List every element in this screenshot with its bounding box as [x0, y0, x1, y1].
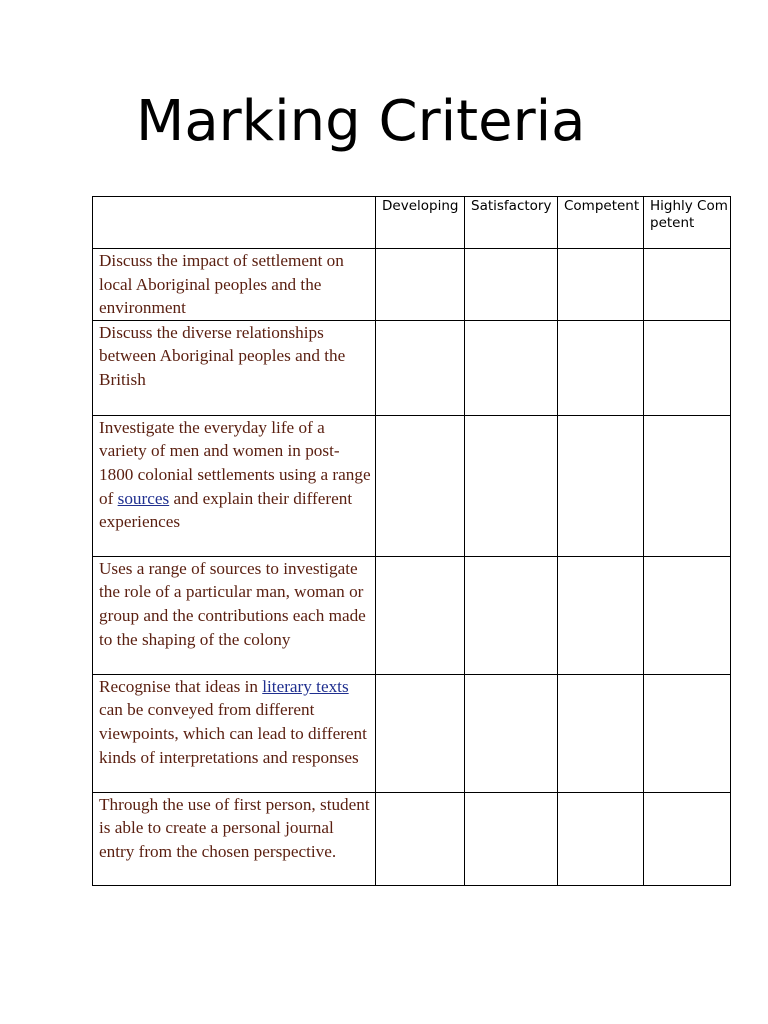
rating-cell-satisfactory: [465, 415, 558, 556]
column-header-highly-competent: Highly Competent: [644, 197, 731, 249]
criterion-cell: [93, 249, 376, 321]
criterion-text: Investigate the everyday life of a variety of men and women in post-1800 colonial settlements using a range of: [99, 417, 371, 508]
rating-cell-satisfactory: [465, 249, 558, 321]
rating-cell-highly-competent: [644, 556, 731, 674]
rating-cell-developing: [376, 792, 465, 885]
rating-cell-satisfactory: [465, 320, 558, 415]
criterion-text: Through the use of first person, student is able to create a personal journal entry from the chosen perspective.: [99, 794, 370, 861]
rating-cell-developing: [376, 556, 465, 674]
criterion-cell: [93, 415, 376, 556]
table-row: [93, 415, 731, 556]
criterion-cell: [93, 792, 376, 885]
criterion-text: Uses a range of sources to investigate the role of a particular man, woman or group and the contributions each made to the shaping of the colony: [99, 558, 366, 649]
rating-cell-highly-competent: [644, 415, 731, 556]
criterion-text: can be conveyed from different viewpoints, which can lead to different kinds of interpretations and responses: [99, 700, 367, 767]
rating-cell-competent: [558, 674, 644, 792]
criterion-text: and explain their different experiences: [99, 488, 353, 532]
criterion-text: Discuss the impact of settlement on local Aboriginal peoples and the environment: [99, 251, 344, 318]
criterion-text: Recognise that ideas in: [99, 676, 263, 696]
rating-cell-competent: [558, 249, 644, 321]
rating-cell-developing: [376, 249, 465, 321]
criterion-cell: [93, 556, 376, 674]
rating-cell-satisfactory: [465, 792, 558, 885]
table-row: [93, 320, 731, 415]
rating-cell-highly-competent: [644, 320, 731, 415]
sources-link[interactable]: sources: [117, 488, 170, 508]
rating-cell-satisfactory: [465, 556, 558, 674]
criterion-cell: [93, 674, 376, 792]
column-header-competent: Competent: [558, 197, 644, 249]
marking-criteria-table: [92, 196, 731, 886]
criterion-cell: [93, 320, 376, 415]
rating-cell-developing: [376, 320, 465, 415]
rating-cell-highly-competent: [644, 249, 731, 321]
rating-cell-competent: [558, 792, 644, 885]
table-row: [93, 792, 731, 885]
literary-texts-link[interactable]: literary texts: [262, 676, 349, 696]
rating-cell-satisfactory: [465, 674, 558, 792]
rating-cell-competent: [558, 320, 644, 415]
column-header-developing: Developing: [376, 197, 465, 249]
rating-cell-highly-competent: [644, 674, 731, 792]
rating-cell-highly-competent: [644, 792, 731, 885]
page-title: Marking Criteria: [136, 89, 586, 154]
rating-cell-developing: [376, 415, 465, 556]
column-header-satisfactory: Satisfactory: [465, 197, 558, 249]
rating-cell-developing: [376, 674, 465, 792]
table-row: [93, 249, 731, 321]
table-row: [93, 556, 731, 674]
corner-header-cell: [93, 197, 376, 249]
table-header-row: [93, 197, 731, 249]
rating-cell-competent: [558, 415, 644, 556]
table-row: [93, 674, 731, 792]
criterion-text: Discuss the diverse relationships between Aboriginal peoples and the British: [99, 322, 346, 389]
rating-cell-competent: [558, 556, 644, 674]
